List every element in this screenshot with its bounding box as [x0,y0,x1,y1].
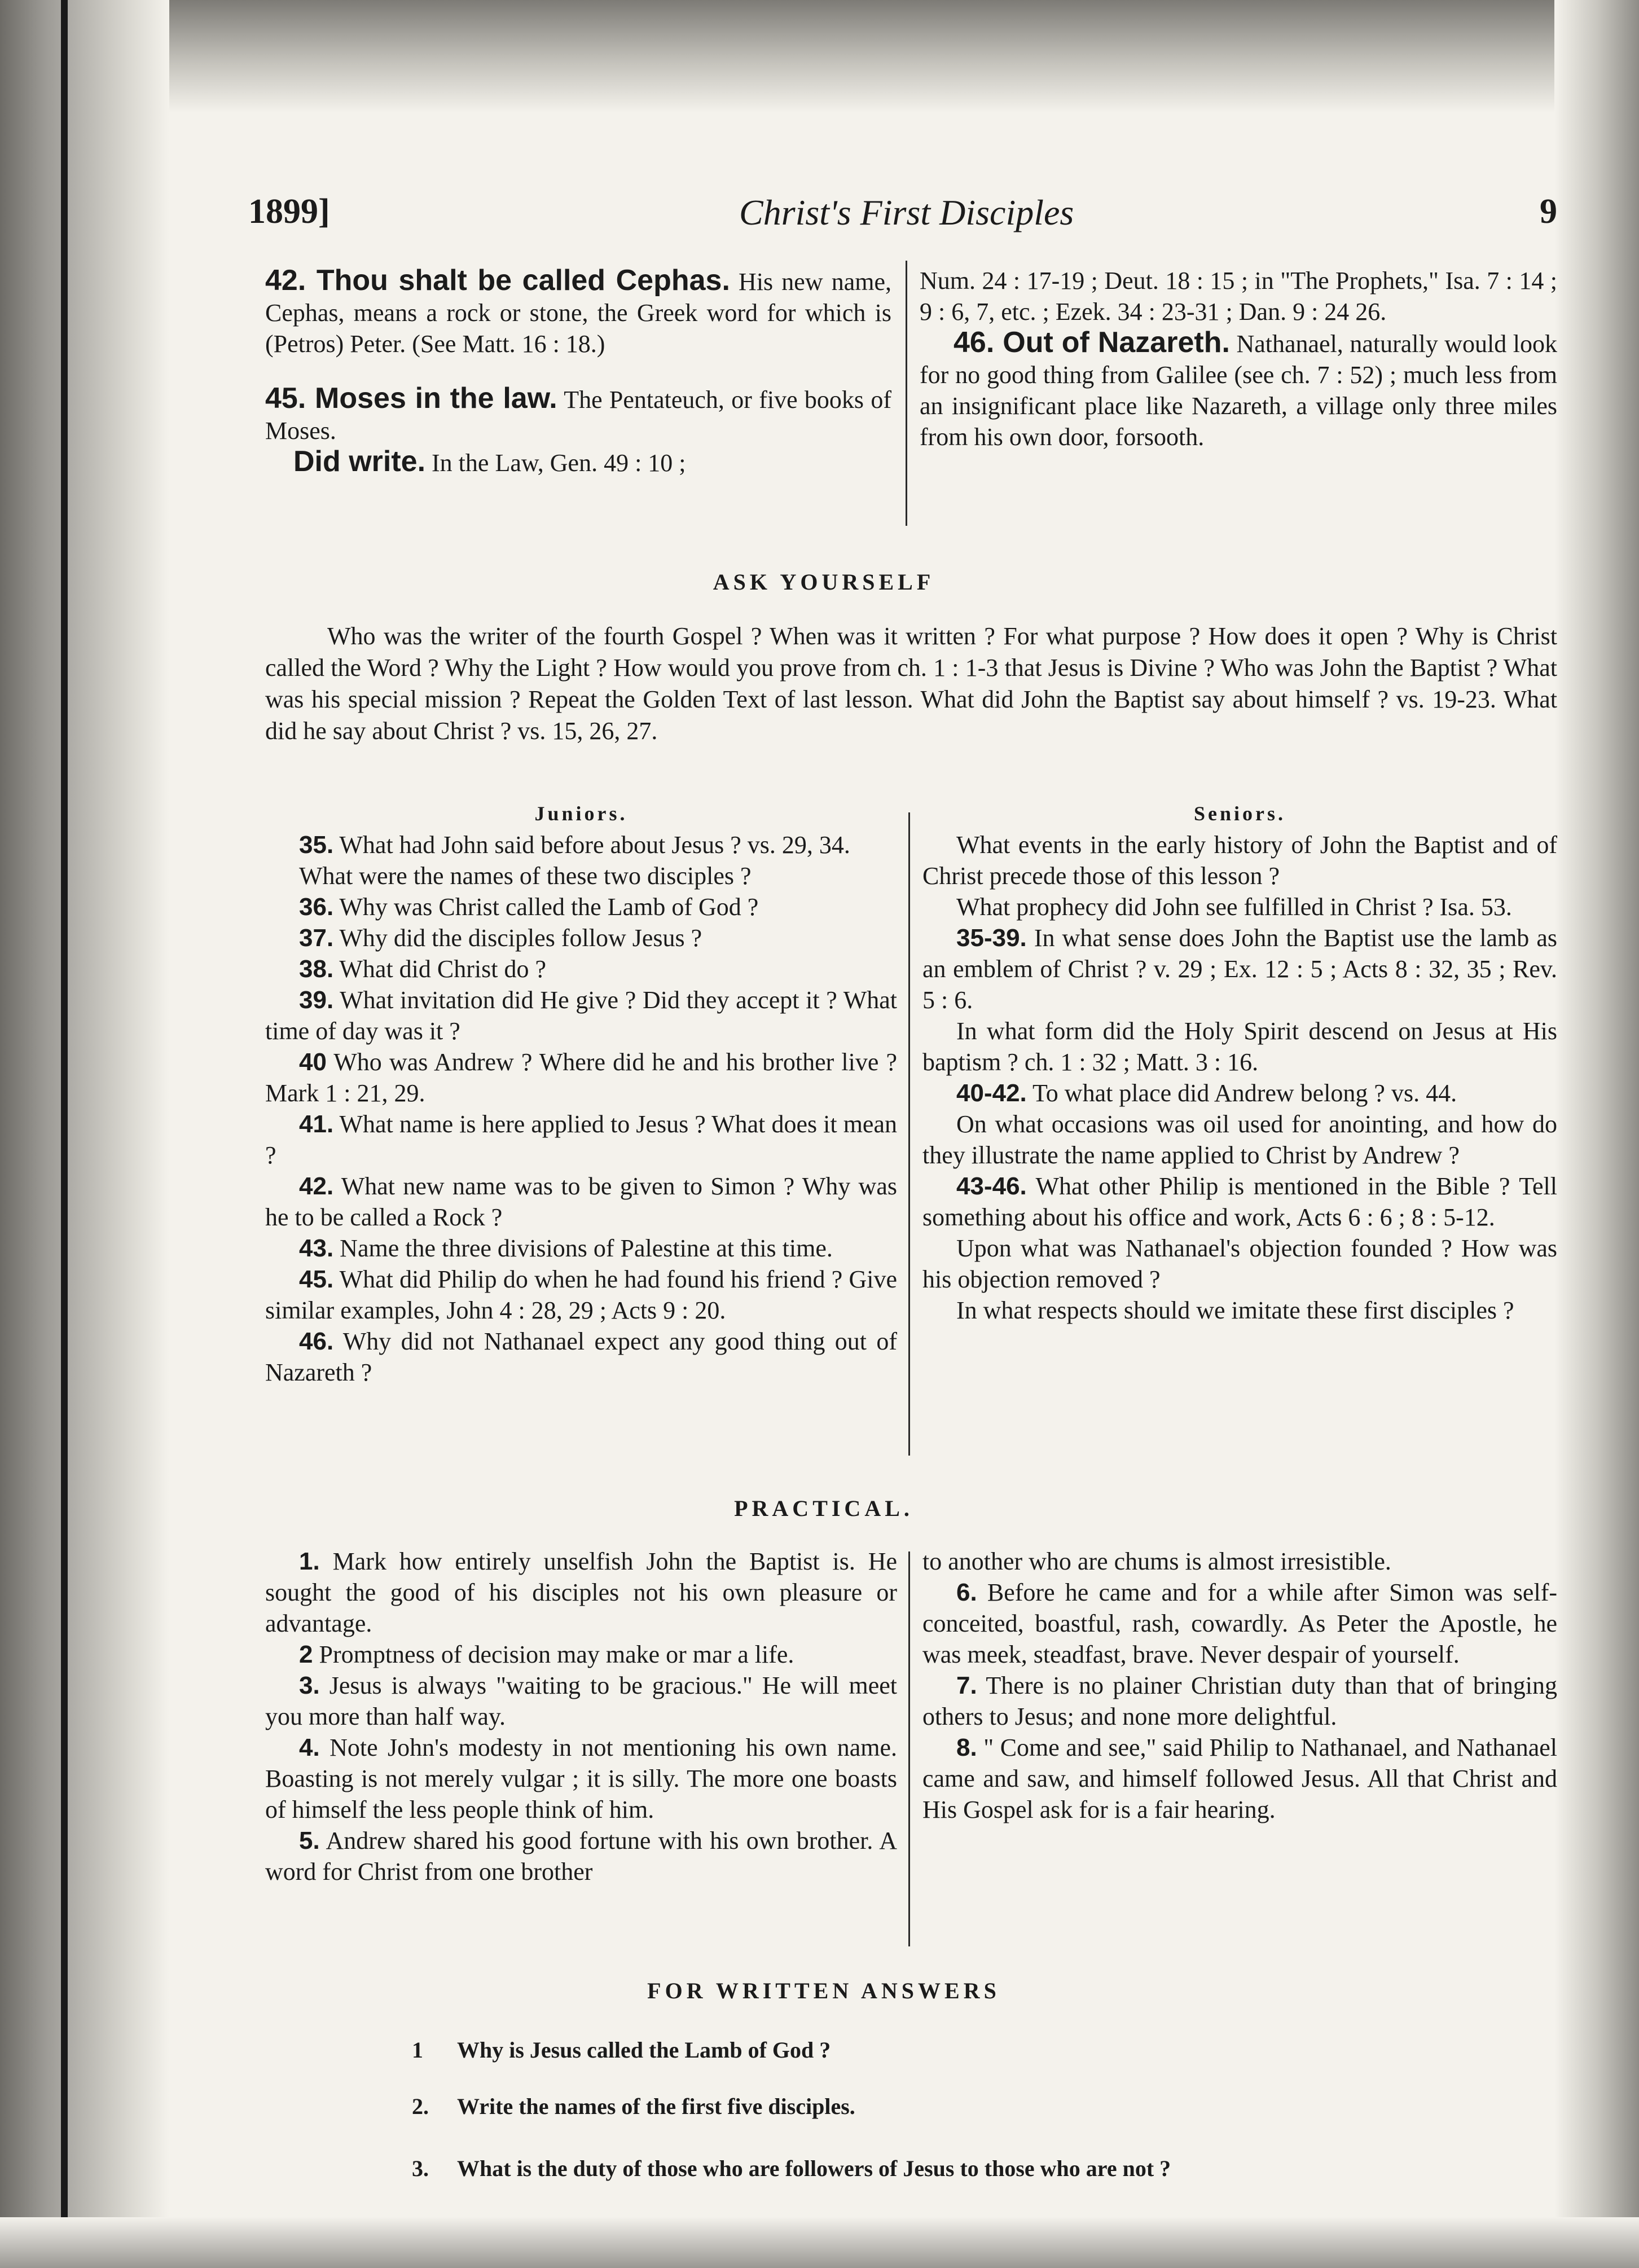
question [265,1264,897,1326]
question [265,1233,897,1264]
question-number: 42. [299,1172,334,1200]
written-question [412,2037,831,2063]
written-question-text: What is the duty of those who are followers of Jesus to those who are not ? [457,2156,1171,2181]
question [265,1171,897,1233]
question-text: What had John said before about Jesus ? vs. 29, 34. [339,831,850,859]
question [922,1295,1557,1326]
question [922,1109,1557,1171]
written-question-number: 3. [412,2156,429,2181]
question-text: What prophecy did John see fulfilled in Christ ? Isa. 53. [956,893,1512,921]
point-text: Mark how entirely unselfish John the Baptist is. He sought the good of his disciples not his own pleasure or advantage. [265,1548,898,1637]
practical-point [922,1670,1557,1732]
point-number: 2 [299,1641,313,1668]
point-number: 7. [956,1672,977,1699]
note-heading: 45. Moses in the law. [265,382,557,415]
written-question [412,2093,855,2120]
practical-point [922,1732,1557,1825]
question [265,984,897,1047]
page-bottom-shadow [0,2217,1639,2268]
written-question-number: 1 [412,2037,423,2063]
note [920,265,1557,327]
question [922,1171,1557,1233]
question-text: What name is here applied to Jesus ? What does it mean ? [265,1110,897,1169]
point-number: 5. [299,1827,320,1854]
notes-right-column [920,265,1557,452]
point-number: 6. [956,1579,977,1606]
seniors-column [922,798,1557,1326]
point-text: Before he came and for a while after Simon was self-conceited, boastful, rash, cowardly. As Peter the Apostle, he was meek, steadfast, brave. Never despair of yourself. [922,1579,1557,1668]
note-heading: 46. Out of Nazareth. [953,326,1230,359]
practical-point [265,1825,897,1887]
written-question-text: Write the names of the first five disciples. [457,2094,855,2119]
page-number: 9 [1540,192,1557,231]
note-text: Nathanael, naturally would look for no good thing from Galilee (see ch. 7 : 52) ; much less from an insignificant place like Nazareth, a village only three miles from his own door, forsooth. [920,330,1558,451]
practical-point [922,1546,1557,1577]
question [265,1047,897,1109]
juniors-column [265,798,897,1388]
question-text: What new name was to be given to Simon ? Why was he to be called a Rock ? [265,1172,897,1231]
question-text: What events in the early history of John the Baptist and of Christ precede those of this lesson ? [922,831,1557,890]
note-text: His new name, Cephas, means a rock or stone, the Greek word for which is (Petros) Peter. (See Matt. 16 : 18.) [265,268,891,358]
question [265,829,897,860]
written-question-number: 2. [412,2094,429,2119]
question-number: 35-39. [956,924,1027,952]
question-number: 36. [299,893,334,921]
practical-point [265,1670,897,1732]
note-text: In the Law, Gen. 49 : 10 ; [432,449,686,477]
practical-point [265,1639,897,1670]
question-text: Why did the disciples follow Jesus ? [339,924,702,952]
question-text: What invitation did He give ? Did they accept it ? What time of day was it ? [265,986,897,1045]
ask-yourself-text: Who was the writer of the fourth Gospel ? When was it written ? For what purpose ? How does it open ? Why is Christ called the Word ? Why the Light ? How would you prove from ch. 1 : 1-3 that Jesus is Divine ? Who was John the Baptist ? What was his special mission ? Repeat the Golden Text of last lesson. What did John the Baptist say about himself ? vs. 19-23. What did he say about Christ ? vs. 15, 26, 27. [265,622,1557,745]
page-top-shadow [0,0,1639,113]
question-number: 43-46. [956,1172,1027,1200]
question [265,922,897,953]
point-number: 3. [299,1672,320,1699]
question-text: What did Christ do ? [339,955,546,983]
question [922,1016,1557,1078]
question [265,953,897,984]
note [265,446,891,478]
question-text: In what form did the Holy Spirit descend on Jesus at His baptism ? ch. 1 : 32 ; Matt. 3 : 16. [922,1017,1557,1076]
practical-point [265,1546,897,1639]
point-text: to another who are chums is almost irresistible. [922,1548,1391,1575]
note [265,383,891,446]
practical-point [265,1732,897,1825]
point-text: Promptness of decision may make or mar a life. [319,1641,794,1668]
question-number: 40 [299,1048,327,1076]
question-number: 43. [299,1234,334,1262]
page-title: Christ's First Disciples [739,192,1074,232]
question-number: 46. [299,1328,334,1355]
question-number: 37. [299,924,334,952]
question [265,1326,897,1388]
question [922,1078,1557,1109]
question-text: What were the names of these two disciples ? [299,862,752,890]
running-head [248,192,1557,243]
written-question [412,2155,1171,2182]
question-text: What did Philip do when he had found his friend ? Give similar examples, John 4 : 28, 29 ; Acts 9 : 20. [265,1265,897,1324]
question-number: 45. [299,1265,334,1293]
question-number: 35. [299,831,334,859]
practical-right-column [922,1546,1557,1825]
juniors-heading: Juniors. [534,802,628,825]
binding-edge [61,0,68,2268]
note [265,265,891,359]
question-text: Why did not Nathanael expect any good thing out of Nazareth ? [265,1328,897,1386]
note-heading: Did write. [293,445,426,478]
question [922,891,1557,922]
point-text: Jesus is always "waiting to be gracious." He will meet you more than half way. [265,1672,898,1730]
question [265,860,897,891]
note [920,327,1557,452]
question [922,1233,1557,1295]
note-text: Num. 24 : 17-19 ; Deut. 18 : 15 ; in "The Prophets," Isa. 7 : 14 ; 9 : 6, 7, etc. ; Ezek. 34 : 23-31 ; Dan. 9 : 24 26. [920,267,1557,326]
question [265,1109,897,1171]
question-text: Who was Andrew ? Where did he and his brother live ? Mark 1 : 21, 29. [265,1048,897,1107]
question-text: Upon what was Nathanael's objection founded ? How was his objection removed ? [922,1234,1557,1293]
page-right-shadow [1554,0,1639,2268]
question-text: Why was Christ called the Lamb of God ? [339,893,759,921]
question-number: 41. [299,1110,334,1138]
book-spine-shadow [0,0,169,2268]
point-number: 8. [956,1734,977,1761]
column-divider [906,261,907,526]
point-text: Andrew shared his good fortune with his own brother. A word for Christ from one brother [265,1827,897,1885]
page-year: 1899] [248,192,330,231]
column-divider [908,1551,910,1946]
point-text: There is no plainer Christian duty than that of bringing others to Jesus; and none more delightful. [922,1672,1557,1730]
point-number: 1. [299,1548,320,1575]
question [265,891,897,922]
notes-left-column [265,265,891,478]
question [922,922,1557,1016]
note-heading: 42. Thou shalt be called Cephas. [265,264,730,297]
question-number: 38. [299,955,334,983]
question-text: On what occasions was oil used for anointing, and how do they illustrate the name applied to Christ by Andrew ? [922,1110,1557,1169]
question-text: What other Philip is mentioned in the Bible ? Tell something about his office and work, Acts 6 : 6 ; 8 : 5-12. [922,1172,1557,1231]
note-text: The Pentateuch, or five books of Moses. [265,386,891,445]
ask-yourself-heading: ASK YOURSELF [713,569,935,595]
question-text: In what respects should we imitate these first disciples ? [956,1296,1514,1324]
question [922,829,1557,891]
question-number: 40-42. [956,1079,1027,1107]
practical-heading: PRACTICAL. [734,1496,913,1521]
point-text: Note John's modesty in not mentioning his own name. Boasting is not merely vulgar ; it is silly. The more one boasts of himself the less people think of him. [265,1734,897,1823]
question-number: 39. [299,986,334,1014]
written-question-text: Why is Jesus called the Lamb of God ? [457,2037,831,2063]
practical-left-column [265,1546,897,1887]
question-text: In what sense does John the Baptist use the lamb as an emblem of Christ ? v. 29 ; Ex. 12 : 5 ; Acts 8 : 32, 35 ; Rev. 5 : 6. [922,924,1557,1014]
column-divider [908,812,910,1456]
point-number: 4. [299,1734,320,1761]
question-text: To what place did Andrew belong ? vs. 44. [1032,1079,1457,1107]
point-text: " Come and see," said Philip to Nathanael, and Nathanael came and saw, and himself followed Jesus. All that Christ and His Gospel ask for is a fair hearing. [922,1734,1557,1823]
seniors-heading: Seniors. [1193,802,1286,825]
question-text: Name the three divisions of Palestine at this time. [340,1234,833,1262]
practical-point [922,1577,1557,1670]
written-answers-heading: FOR WRITTEN ANSWERS [647,1978,1000,2003]
